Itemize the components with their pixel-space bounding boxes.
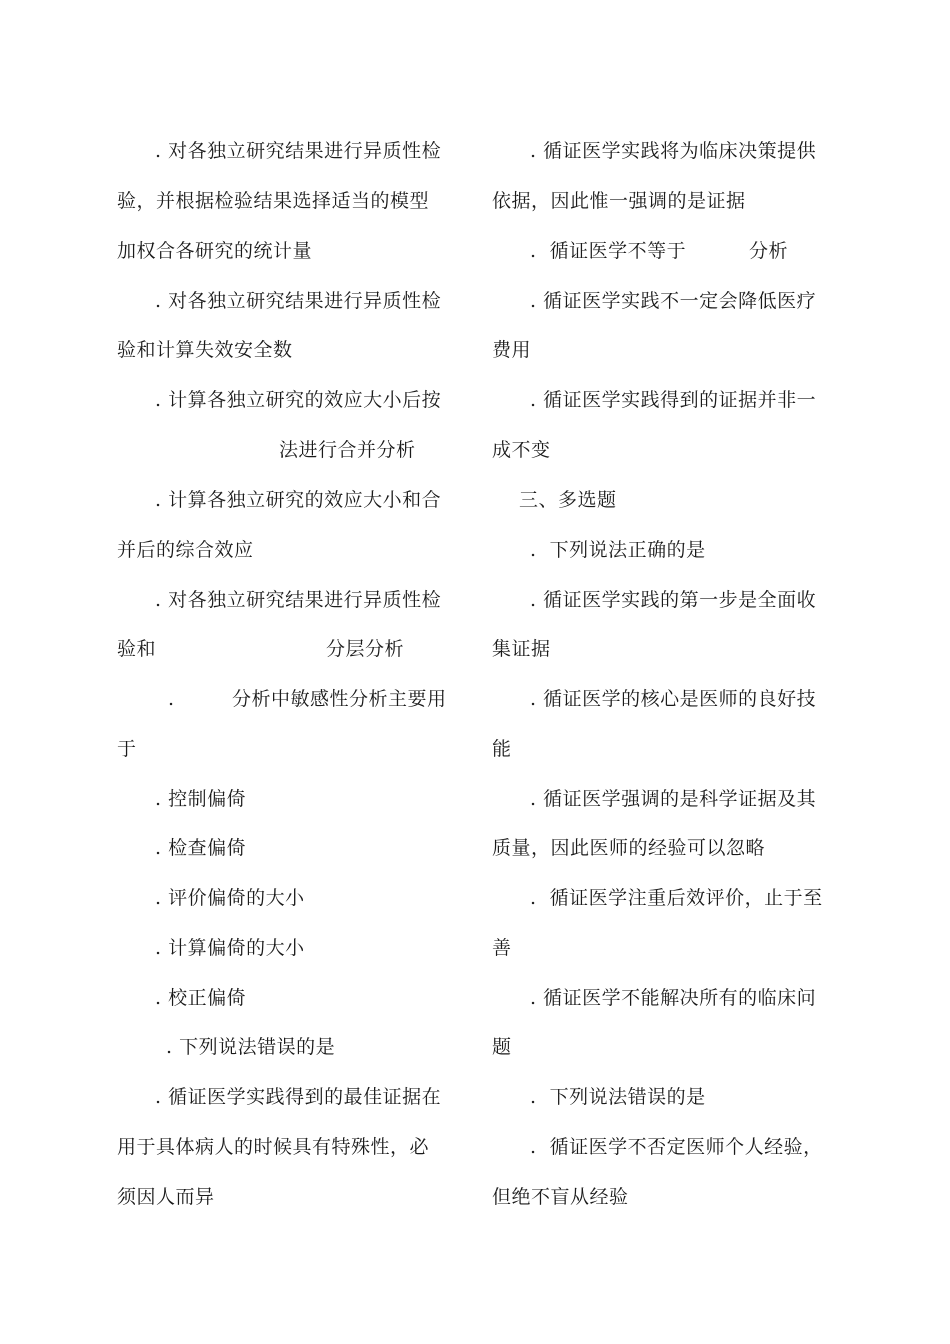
text-line: . 循证医学强调的是科学证据及其 xyxy=(530,788,817,810)
text-line: 质量，因此医师的经验可以忽略 xyxy=(492,837,766,859)
text-line: . 对各独立研究结果进行异质性检 xyxy=(155,290,442,312)
question-line: . 下列说法错误的是 xyxy=(530,1086,706,1108)
text-line: 分层分析 xyxy=(326,638,405,660)
text-line: 加权合各研究的统计量 xyxy=(117,240,313,262)
text-line: 但绝不盲从经验 xyxy=(492,1186,629,1208)
text-line: . 循证医学注重后效评价，止于至 xyxy=(530,887,823,909)
text-line: . 计算各独立研究的效应大小后按 xyxy=(155,389,442,411)
text-line: 验和 xyxy=(117,638,157,660)
option-line: . 评价偏倚的大小 xyxy=(155,887,305,909)
text-line: 须因人而异 xyxy=(117,1186,215,1208)
text-line: 依据，因此惟一强调的是证据 xyxy=(492,190,746,212)
option-line: . 控制偏倚 xyxy=(155,788,247,810)
text-line: . 循证医学的核心是医师的良好技 xyxy=(530,688,817,710)
text-line: . 循证医学实践的第一步是全面收 xyxy=(530,589,817,611)
text-line: 能 xyxy=(492,738,512,760)
text-line: 并后的综合效应 xyxy=(117,539,254,561)
text-line: . 循证医学不否定医师个人经验， xyxy=(530,1136,823,1158)
text-line: . 循证医学不等于 xyxy=(530,240,687,262)
option-line: . 计算偏倚的大小 xyxy=(155,937,305,959)
text-line: 验，并根据检验结果选择适当的模型 xyxy=(117,190,430,212)
text-line: . xyxy=(168,688,175,710)
text-line: . 循证医学实践将为临床决策提供 xyxy=(530,140,817,162)
text-line: . 循证医学不能解决所有的临床问 xyxy=(530,987,817,1009)
text-line: . 循证医学实践得到的最佳证据在 xyxy=(155,1086,442,1108)
text-line: 题 xyxy=(492,1036,512,1058)
text-line: 于 xyxy=(117,738,137,760)
option-line: . 校正偏倚 xyxy=(155,987,247,1009)
text-line: 费用 xyxy=(492,339,532,361)
section-heading: 三、多选题 xyxy=(519,489,617,511)
question-line: . 下列说法错误的是 xyxy=(166,1036,336,1058)
text-line: 集证据 xyxy=(492,638,551,660)
question-line: . 下列说法正确的是 xyxy=(530,539,706,561)
text-line: . 循证医学实践得到的证据并非一 xyxy=(530,389,817,411)
text-line: . 对各独立研究结果进行异质性检 xyxy=(155,589,442,611)
text-line: 分析中敏感性分析主要用 xyxy=(232,688,447,710)
text-line: 成不变 xyxy=(492,439,551,461)
text-line: 用于具体病人的时候具有特殊性，必 xyxy=(117,1136,430,1158)
text-line: 法进行合并分析 xyxy=(279,439,416,461)
text-line: 验和计算失效安全数 xyxy=(117,339,293,361)
text-line: 分析 xyxy=(749,240,789,262)
text-line: . 循证医学实践不一定会降低医疗 xyxy=(530,290,817,312)
text-line: . 对各独立研究结果进行异质性检 xyxy=(155,140,442,162)
text-line: . 计算各独立研究的效应大小和合 xyxy=(155,489,442,511)
text-line: 善 xyxy=(492,937,512,959)
option-line: . 检查偏倚 xyxy=(155,837,247,859)
